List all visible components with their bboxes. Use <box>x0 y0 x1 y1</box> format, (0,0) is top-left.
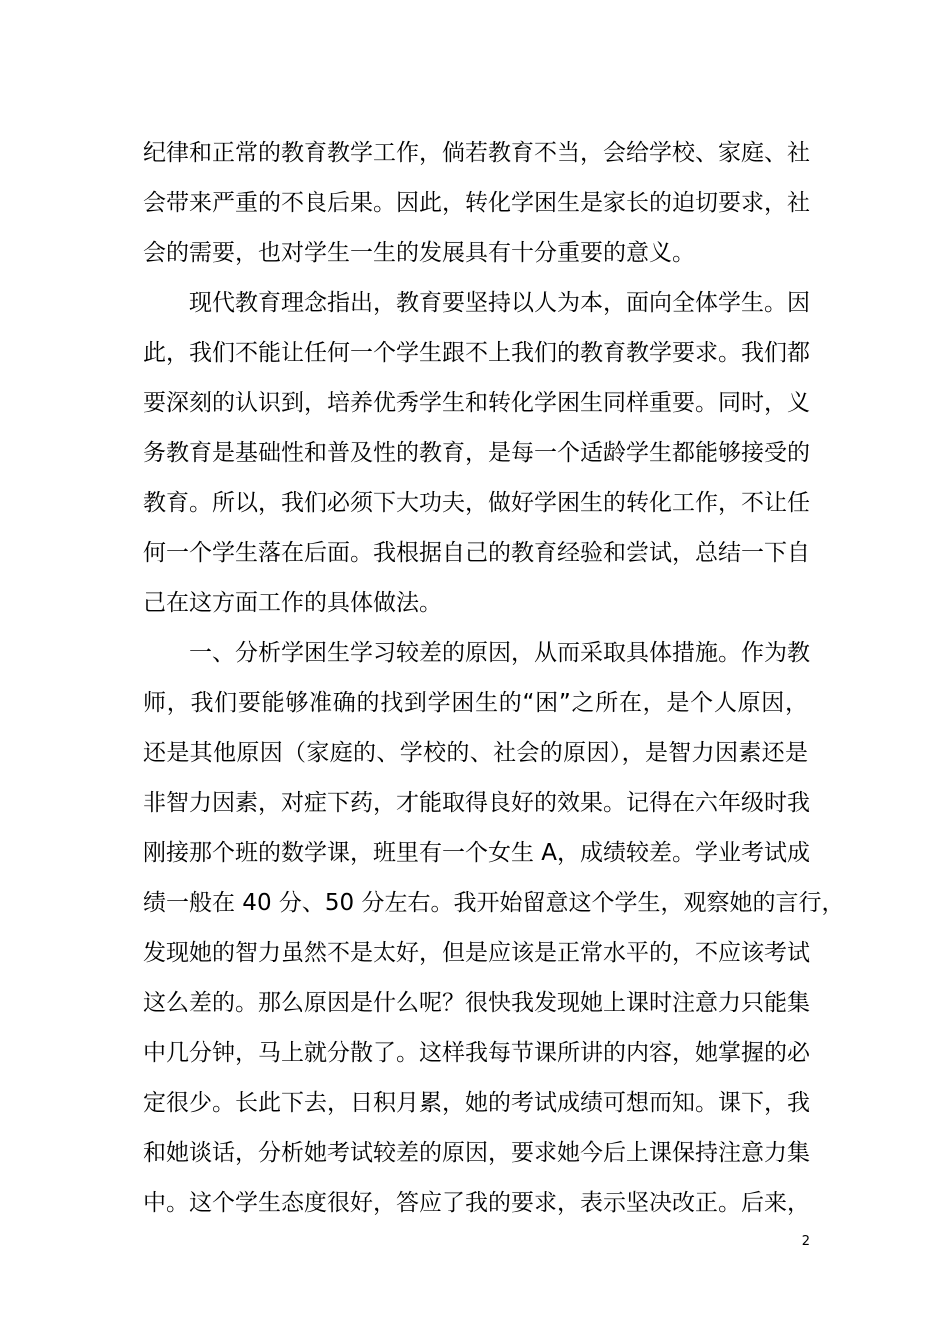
text-line: 和她谈话，分析她考试较差的原因，要求她今后上课保持注意力集 <box>143 1140 810 1166</box>
text-line: 要深刻的认识到，培养优秀学生和转化学困生同样重要。同时，义 <box>143 390 810 416</box>
text-line: 绩一般在 40 分、50 分左右。我开始留意这个学生，观察她的言行， <box>143 890 845 916</box>
text-line: 一、分析学困生学习较差的原因，从而采取具体措施。作为教 <box>143 640 810 666</box>
text-line: 师，我们要能够准确的找到学困生的“困”之所在，是个人原因， <box>143 690 808 716</box>
text-line: 这么差的。那么原因是什么呢？很快我发现她上课时注意力只能集 <box>143 990 810 1016</box>
text-line: 中几分钟，马上就分散了。这样我每节课所讲的内容，她掌握的必 <box>143 1040 810 1066</box>
text-line: 教育。所以，我们必须下大功夫，做好学困生的转化工作，不让任 <box>143 490 810 516</box>
text-line: 还是其他原因（家庭的、学校的、社会的原因），是智力因素还是 <box>143 740 808 766</box>
text-line: 己在这方面工作的具体做法。 <box>143 590 442 616</box>
text-line: 非智力因素，对症下药，才能取得良好的效果。记得在六年级时我 <box>143 790 810 816</box>
text-line: 现代教育理念指出，教育要坚持以人为本，面向全体学生。因 <box>143 290 810 316</box>
text-line: 中。这个学生态度很好，答应了我的要求，表示坚决改正。后来， <box>143 1190 810 1216</box>
text-line: 纪律和正常的教育教学工作，倘若教育不当，会给学校、家庭、社 <box>143 140 810 166</box>
text-line: 会带来严重的不良后果。因此，转化学困生是家长的迫切要求，社 <box>143 190 810 216</box>
text-line: 发现她的智力虽然不是太好，但是应该是正常水平的，不应该考试 <box>143 940 810 966</box>
text-line: 刚接那个班的数学课，班里有一个女生 A，成绩较差。学业考试成 <box>143 840 811 866</box>
text-line: 会的需要，也对学生一生的发展具有十分重要的意义。 <box>143 240 695 266</box>
page-number: 2 <box>801 1234 810 1249</box>
text-line: 何一个学生落在后面。我根据自己的教育经验和尝试，总结一下自 <box>143 540 810 566</box>
text-line: 定很少。长此下去，日积月累，她的考试成绩可想而知。课下，我 <box>143 1090 810 1116</box>
text-line: 此，我们不能让任何一个学生跟不上我们的教育教学要求。我们都 <box>143 340 810 366</box>
text-line: 务教育是基础性和普及性的教育，是每一个适龄学生都能够接受的 <box>143 440 810 466</box>
